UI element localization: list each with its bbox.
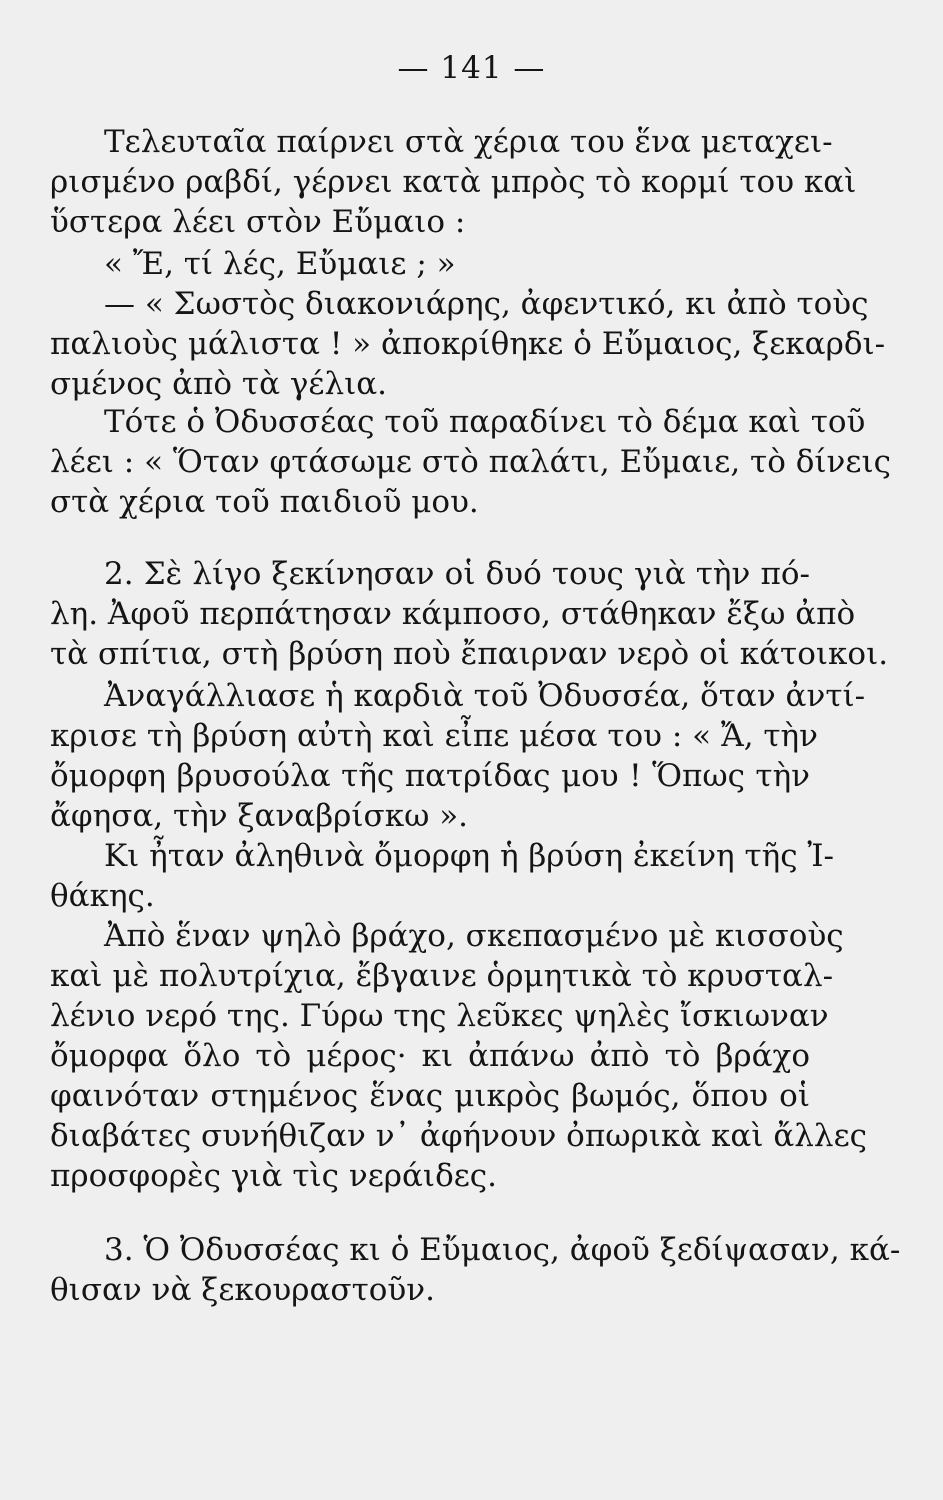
text-line: Τελευταῖα παίρνει στὰ χέρια του ἕνα μεταχει- (104, 124, 833, 160)
text-line: φαινόταν στημένος ἕνας μικρὸς βωμός, ὅπου οἱ (50, 1078, 810, 1114)
text-line: ὕστερα λέει στὸν Εὔμαιο : (50, 204, 466, 240)
text-line: — « Σωστὸς διακονιάρης, ἀφεντικό, κι ἀπὸ τοὺς (104, 286, 869, 322)
text-line: διαβάτες συνήθιζαν ν᾿ ἀφήνουν ὀπωρικὰ καὶ ἄλλες (50, 1118, 868, 1154)
page-number: — 141 — (397, 50, 546, 86)
text-line: ἄφησα, τὴν ξαναβρίσκω ». (50, 798, 469, 834)
text-line: Κι ἦταν ἀληθινὰ ὄμορφη ἡ βρύση ἐκείνη τῆς Ἰ- (104, 838, 835, 874)
text-line: κρισε τὴ βρύση αὐτὴ καὶ εἶπε μέσα του : « Ἄ, τὴν (50, 718, 818, 754)
text-line: καὶ μὲ πολυτρίχια, ἔβγαινε ὁρμητικὰ τὸ κρυσταλ- (50, 958, 834, 994)
text-line: λένιο νερό της. Γύρω της λεῦκες ψηλὲς ἴσκιωναν (50, 998, 829, 1034)
text-line: Ἀναγάλλιασε ἡ καρδιὰ τοῦ Ὀδυσσέα, ὅταν ἀντί- (104, 678, 866, 714)
text-line: Τότε ὁ Ὀδυσσέας τοῦ παραδίνει τὸ δέμα καὶ τοῦ (104, 404, 866, 440)
text-line: σμένος ἀπὸ τὰ γέλια. (50, 366, 388, 402)
text-line: ὄμορφη βρυσούλα τῆς πατρίδας μου ! Ὅπως τὴν (50, 758, 810, 794)
text-line: Ἀπὸ ἕναν ψηλὸ βράχο, σκεπασμένο μὲ κισσοὺς (104, 918, 844, 954)
text-line: προσφορὲς γιὰ τὶς νεράιδες. (50, 1158, 498, 1194)
text-line: τὰ σπίτια, στὴ βρύση ποὺ ἔπαιρναν νερὸ οἱ κάτοικοι. (50, 636, 889, 672)
text-line: 2. Σὲ λίγο ξεκίνησαν οἱ δυό τους γιὰ τὴν πό- (104, 556, 810, 592)
text-line: « Ἔ, τί λές, Εὔμαιε ; » (104, 246, 456, 282)
text-line: λη. Ἀφοῦ περπάτησαν κάμποσο, στάθηκαν ἔξω ἀπὸ (50, 596, 856, 632)
text-line: στὰ χέρια τοῦ παιδιοῦ μου. (50, 484, 479, 520)
text-line: 3. Ὁ Ὀδυσσέας κι ὁ Εὔμαιος, ἀφοῦ ξεδίψασαν, κά- (104, 1232, 901, 1268)
text-line: θάκης. (50, 878, 155, 914)
text-line: ρισμένο ραβδί, γέρνει κατὰ μπρὸς τὸ κορμί του καὶ (50, 164, 857, 200)
text-line: λέει : « Ὅταν φτάσωμε στὸ παλάτι, Εὔμαιε, τὸ δίνεις (50, 444, 891, 480)
text-line: θισαν νὰ ξεκουραστοῦν. (50, 1272, 435, 1308)
text-line: παλιοὺς μάλιστα ! » ἀποκρίθηκε ὁ Εὔμαιος, ξεκαρδι- (50, 326, 886, 362)
text-line: ὄμορφα ὅλο τὸ μέρος· κι ἀπάνω ἀπὸ τὸ βράχο (50, 1038, 810, 1074)
